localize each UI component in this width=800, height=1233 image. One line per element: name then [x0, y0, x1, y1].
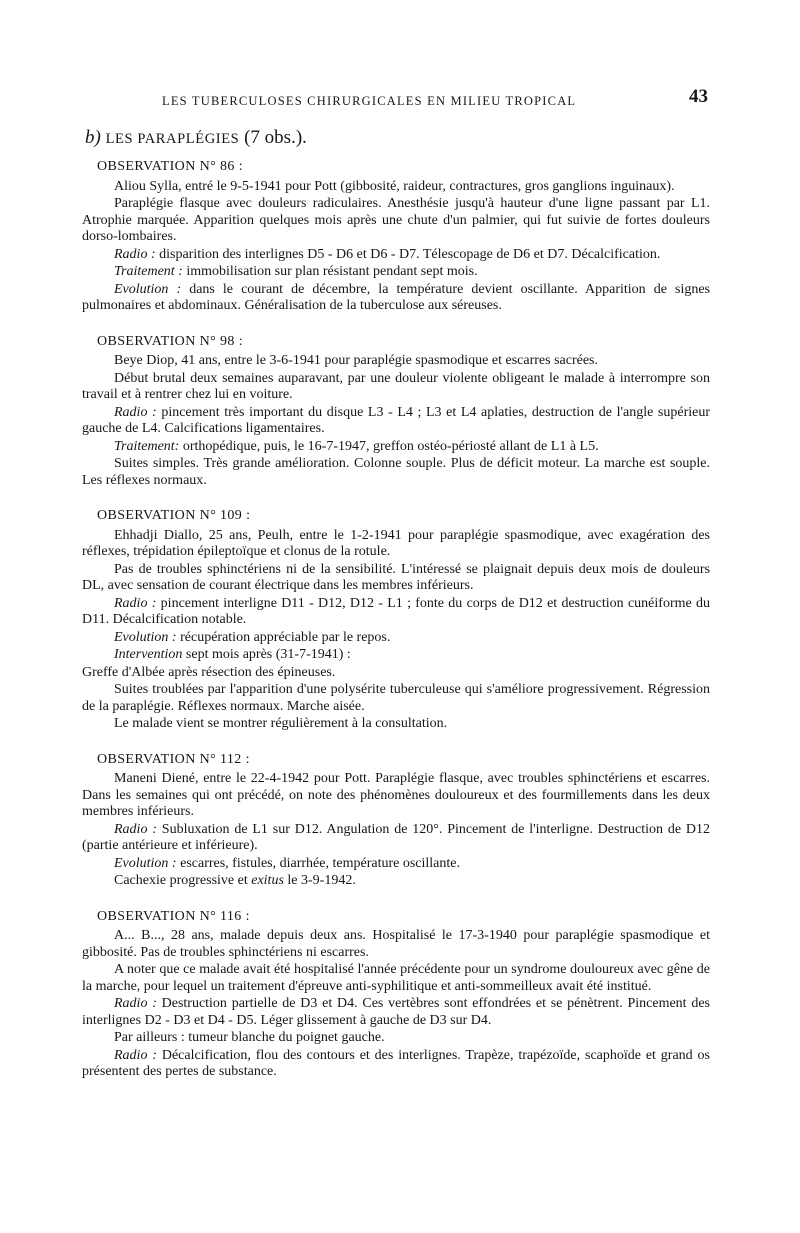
observation-heading: OBSERVATION N° 116 : [97, 908, 250, 924]
paragraph-label: Radio : [114, 595, 157, 611]
observation-block [82, 508, 710, 733]
section-letter: b) [85, 127, 101, 148]
observation-paragraph [82, 528, 710, 561]
paragraph-text: Beye Diop, 41 ans, entre le 3-6-1941 pour paraplégie spasmodique et escarres sacrées. [114, 353, 598, 368]
observation-paragraph [82, 1048, 710, 1081]
paragraph-text: Ehhadji Diallo, 25 ans, Peulh, entre le 1-2-1941 pour paraplégie spasmodique, avec exagération des réflexes, trépidation épileptoïque et clonus de la rotule. [82, 527, 710, 559]
observation-paragraph [82, 1030, 710, 1047]
observation-paragraph [82, 405, 710, 438]
observation-block [82, 159, 710, 315]
observation-paragraph [82, 873, 710, 890]
paragraph-text: Par ailleurs : tumeur blanche du poignet gauche. [114, 1030, 385, 1045]
observation-block [82, 909, 710, 1081]
paragraph-text: disparition des interlignes D5 - D6 et D6 - D7. Télescopage de D6 et D7. Décalcification. [155, 246, 661, 262]
paragraph-text: pincement très important du disque L3 - L4 ; L3 et L4 aplaties, destruction de l'angle supérieur gauche de L4. Calcifications ligamentaires. [82, 404, 710, 436]
paragraph-label: Traitement: [114, 438, 180, 454]
observation-paragraph [82, 353, 710, 370]
paragraph-label: Radio : [114, 1047, 157, 1063]
paragraph-text: immobilisation sur plan résistant pendant sept mois. [182, 264, 478, 279]
observation-paragraph [82, 179, 710, 196]
paragraph-text: escarres, fistules, diarrhée, température oscillante. [176, 855, 460, 871]
observation-paragraph [82, 264, 710, 281]
observation-heading: OBSERVATION N° 98 : [97, 333, 244, 349]
paragraph-text: Maneni Diené, entre le 22-4-1942 pour Pott. Paraplégie flasque, avec troubles sphinctériens et escarres. Dans les semaines qui ont précédé, on note des phénomènes douloureux et des fourmillements dans les deux membres inférieurs. [82, 771, 710, 819]
paragraph-label: Intervention [114, 647, 183, 662]
paragraph-text: Subluxation de L1 sur D12. Angulation de 120°. Pincement de l'interligne. Destruction de D12 (partie antérieure et inférieure). [82, 821, 710, 853]
observation-paragraph [82, 996, 710, 1029]
italic-term: exitus [251, 873, 284, 888]
paragraph-text: Cachexie progressive et [114, 873, 252, 888]
paragraph-text: A... B..., 28 ans, malade depuis deux ans. Hospitalisé le 17-3-1940 pour paraplégie spasmodique et gibbosité. Pas de troubles sphinctériens ni escarres. [82, 928, 710, 960]
paragraph-text: récupération appréciable par le repos. [176, 629, 391, 645]
observation-paragraph [82, 439, 710, 456]
observation-block [82, 752, 710, 890]
observation-paragraph [82, 856, 710, 873]
observation-paragraph [82, 928, 710, 961]
observation-paragraph [82, 196, 710, 246]
observation-paragraph [82, 647, 710, 664]
paragraph-label: Radio : [114, 821, 157, 837]
observation-heading: OBSERVATION N° 86 : [97, 159, 244, 174]
paragraph-label: Evolution : [114, 629, 177, 645]
section-title-caps: LES PARAPLÉGIES [105, 131, 240, 147]
paragraph-label: Radio : [114, 246, 156, 262]
paragraph-label: Radio : [114, 996, 157, 1011]
observation-paragraph [82, 282, 710, 315]
running-title: LES TUBERCULOSES CHIRURGICALES EN MILIEU TROPICAL [162, 94, 577, 108]
paragraph-text: A noter que ce malade avait été hospitalisé l'année précédente pour un syndrome douloureux avec gêne de la marche, pour lequel un traitement d'épreuve anti-syphilitique et anti-sommeilleux avait été institué. [82, 962, 710, 994]
paragraph-text: Suites troublées par l'apparition d'une polysérite tuberculeuse qui s'améliore progressivement. Régression de la paraplégie. Réflexes normaux. Marche aisée. [82, 682, 710, 714]
paragraph-label: Radio : [114, 404, 157, 420]
paragraph-text: sept mois après (31-7-1941) : [182, 647, 351, 662]
observation-paragraph [82, 716, 710, 733]
observation-heading: OBSERVATION N° 112 : [97, 751, 250, 767]
paragraph-text: Aliou Sylla, entré le 9-5-1941 pour Pott (gibbosité, raideur, contractures, gros ganglions inguinaux). [114, 178, 675, 194]
observation-block [82, 334, 710, 490]
observation-paragraph [82, 665, 710, 682]
observation-paragraph [82, 596, 710, 629]
paragraph-label: Evolution : [114, 281, 182, 297]
paragraph-text: Greffe d'Albée après résection des épineuses. [82, 664, 336, 680]
observation-paragraph [82, 630, 710, 647]
observation-heading: OBSERVATION N° 109 : [97, 508, 251, 523]
page-body [82, 126, 710, 1100]
paragraph-text: orthopédique, puis, le 16-7-1947, greffon ostéo-périosté allant de L1 à L5. [179, 438, 599, 454]
observation-paragraph [82, 822, 710, 855]
paragraph-text: Décalcification, flou des contours et des interlignes. Trapèze, trapézoïde, scaphoïde et grand os présentent des pertes de substance. [82, 1047, 710, 1079]
section-count: (7 obs.). [244, 127, 307, 148]
paragraph-label: Traitement : [114, 264, 183, 279]
paragraph-text: dans le courant de décembre, la température devient oscillante. Apparition de signes pulmonaires et abdominaux. Généralisation de la tuberculose aux séreuses. [82, 281, 710, 313]
section-title [85, 126, 710, 151]
paragraph-text: Début brutal deux semaines auparavant, par une douleur violente obligeant le malade à interrompre son travail et à rentrer chez lui en voiture. [82, 370, 710, 402]
observation-paragraph [82, 962, 710, 995]
paragraph-text: Suites simples. Très grande amélioration. Colonne souple. Plus de déficit moteur. La marche est souple. Les réflexes normaux. [82, 456, 710, 488]
observation-paragraph [82, 247, 710, 264]
paragraph-text: Pas de troubles sphinctériens ni de la sensibilité. L'intéressé se plaignait depuis deux mois de douleurs DL, avec sensation de courant électrique dans les membres inférieurs. [82, 561, 710, 593]
paragraph-text: pincement interligne D11 - D12, D12 - L1 ; fonte du corps de D12 et destruction cunéiforme du D11. Décalcification notable. [82, 595, 710, 627]
paragraph-text: Destruction partielle de D3 et D4. Ces vertèbres sont effondrées et se pénètrent. Pincement des interlignes D2 - D3 et D4 - D5. Léger glissement à gauche de D3 sur D4. [82, 996, 710, 1028]
observation-paragraph [82, 771, 710, 821]
paragraph-text: Paraplégie flasque avec douleurs radiculaires. Anesthésie jusqu'à hauteur d'une ligne passant par L1. Atrophie marquée. Apparition quelques mois après une chute d'un palmier, qui fut suivie de fortes douleurs dorso-lombaires. [82, 196, 710, 244]
paragraph-label: Evolution : [114, 855, 177, 871]
paragraph-text-tail: le 3-9-1942. [283, 873, 356, 888]
paragraph-text: Le malade vient se montrer régulièrement à la consultation. [114, 716, 448, 731]
observation-paragraph [82, 682, 710, 715]
page-number: 43 [689, 86, 708, 107]
observations-list [82, 159, 710, 1081]
observation-paragraph [82, 562, 710, 595]
observation-paragraph [82, 456, 710, 489]
observation-paragraph [82, 371, 710, 404]
